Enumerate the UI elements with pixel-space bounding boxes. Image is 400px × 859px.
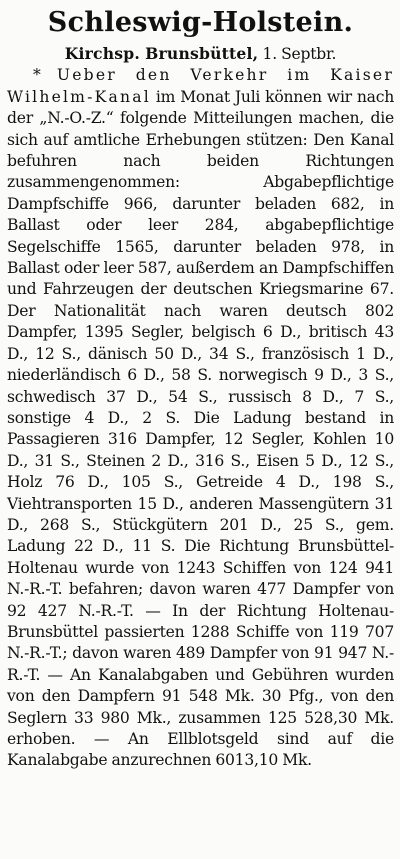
article-lead: Ueber den Verkehr im Kaiser Wilhelm-Kanal — [7, 66, 394, 106]
article-body — [7, 43, 394, 772]
article-text: im Monat Juli können wir nach der „N.-O.-Z.“ folgende Mitteilungen machen, die sich auf amtliche Erhebungen stützen: Den Kanal befuhren nach beiden Richtungen zusammengenommen: Abgabepflichtige Dampfschiffe 966, darunter beladen 682, in Ballast oder leer 284, abgabepflichtige Segelschiffe 1565, darunter beladen 978, in Ballast oder leer 587, außerdem an Dampfschiffen und Fahrzeugen der deutschen Kriegsmarine 67. Der Nationalität nach waren deutsch 802 Dampfer, 1395 Segler, belgisch 6 D., britisch 43 D., 12 S., dänisch 50 D., 34 S., französisch 1 D., niederländisch 6 D., 58 S. norwegisch 9 D., 3 S., schwedisch 37 D., 54 S., russisch 8 D., 7 S., sonstige 4 D., 2 S. Die Ladung bestand in Passagieren 316 Dampfer, 12 Segler, Kohlen 10 D., 31 S., Steinen 2 D., 316 S., Eisen 5 D., 12 S., Holz 76 D., 105 S., Getreide 4 D., 198 S., Viehtransporten 15 D., anderen Massengütern 31 D., 268 S., Stückgütern 201 D., 25 S., gem. Ladung 22 D., 11 S. Die Richtung Brunsbüttel-Holtenau wurde von 1243 Schiffen von 124 941 N.-R.-T. befahren; davon waren 477 Dampfer von 92 427 N.-R.-T. — In der Richtung Holtenau-Brunsbüttel passierten 1288 Schiffe von 119 707 N.-R.-T.; davon waren 489 Dampfer von 91 947 N.-R.-T. — An Kanalabgaben und Gebühren wurden von den Dampfern 91 548 Mk. 30 Pfg., von den Seglern 33 980 Mk., zusammen 125 528,30 Mk. erhoben. — An Ellblotsgeld sind auf die Kanalabgabe anzurechnen 6013,10 Mk. — [7, 87, 394, 770]
asterisk-marker: * — [33, 66, 41, 85]
dateline — [7, 43, 394, 65]
dateline-place: Kirchsp. Brunsbüttel, — [64, 44, 259, 63]
dateline-date: 1. Septbr. — [262, 45, 337, 63]
headline: Schleswig-Holstein. — [47, 7, 354, 38]
